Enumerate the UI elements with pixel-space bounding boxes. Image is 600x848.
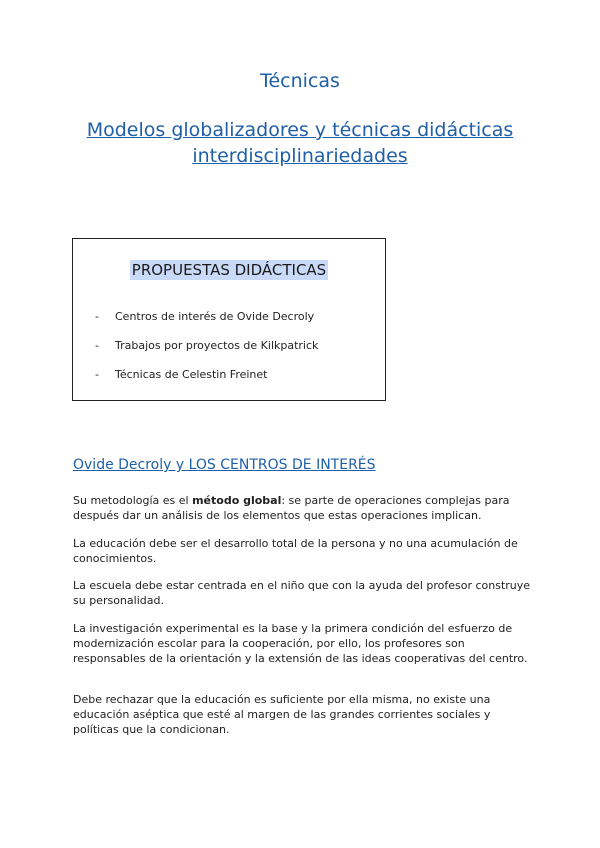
list-item [95, 367, 318, 396]
bold-term: método global [192, 494, 282, 507]
paragraph-education: La educación debe ser el desarrollo total de la persona y no una acumulación de conocimientos. [73, 537, 518, 565]
bullet-dash: - [95, 339, 99, 352]
bullet-dash: - [95, 310, 99, 323]
paragraph-reject: Debe rechazar que la educación es suficiente por ella misma, no existe una educación aséptica que esté al margen de las grandes corrientes sociales y políticas que la condicionan. [73, 693, 491, 736]
proposals-heading-text: PROPUESTAS DIDÁCTICAS [131, 261, 327, 279]
proposals-list [95, 309, 318, 396]
list-item-text: Trabajos por proyectos de Kilkpatrick [115, 339, 319, 352]
paragraph-text: Su metodología es el [73, 494, 193, 507]
paragraph-method [73, 493, 533, 523]
list-item [95, 309, 318, 338]
page-subtitle: Modelos globalizadores y técnicas didácticas interdisciplinariedades [86, 119, 514, 167]
paragraph-research: La investigación experimental es la base y la primera condición del esfuerzo de modernización escolar para la cooperación, por ello, los profesores son responsables de la orientación y la extensión de las ideas cooperativas del centro. [73, 622, 528, 665]
list-item [95, 338, 318, 367]
list-item-text: Técnicas de Celestin Freinet [115, 368, 268, 381]
bullet-dash: - [95, 368, 99, 381]
proposals-box [72, 238, 386, 401]
paragraph-text: : se parte de operaciones complejas para después dar un análisis de los elementos que estas operaciones implican. [73, 494, 510, 522]
proposals-heading [73, 261, 385, 279]
section-heading: Ovide Decroly y LOS CENTROS DE INTERÉS [73, 457, 376, 473]
paragraph-school: La escuela debe estar centrada en el niño que con la ayuda del profesor construye su personalidad. [73, 579, 531, 607]
list-item-text: Centros de interés de Ovide Decroly [115, 310, 315, 323]
page-title: Técnicas [260, 70, 340, 92]
